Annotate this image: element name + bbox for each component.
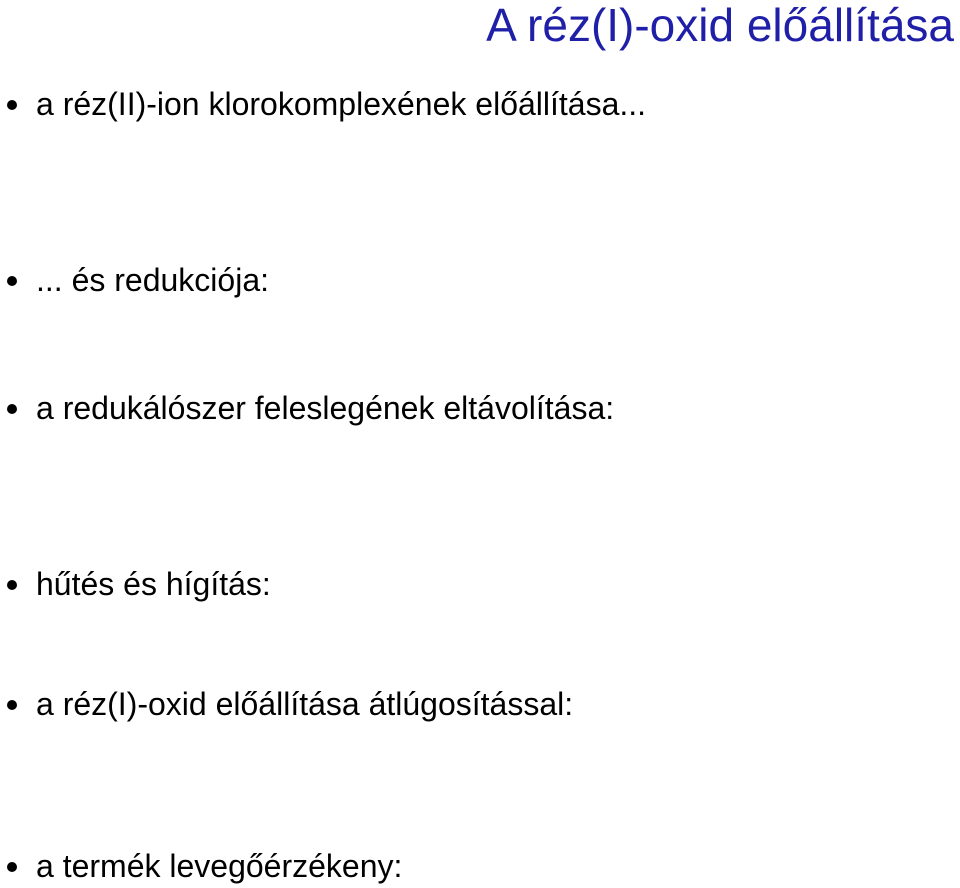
- bullet-text: a redukálószer feleslegének eltávolítása:: [36, 390, 615, 426]
- bullet-text: hűtés és hígítás:: [36, 566, 271, 602]
- bullet-dot-icon: [7, 700, 17, 710]
- bullet-text: a termék levegőérzékeny:: [36, 848, 403, 884]
- bullet-text: a réz(II)-ion klorokomplexének előállítása...: [36, 86, 647, 122]
- bullet-dot-icon: [7, 276, 17, 286]
- bullet-dot-icon: [7, 580, 17, 590]
- bullet-text: ... és redukciója:: [36, 262, 269, 298]
- slide-title: A réz(I)-oxid előállítása: [486, 0, 954, 51]
- bullet-dot-icon: [7, 404, 17, 414]
- bullet-dot-icon: [7, 100, 17, 110]
- bullet-text: a réz(I)-oxid előállítása átlúgosítással:: [36, 686, 574, 722]
- bullet-dot-icon: [7, 862, 17, 872]
